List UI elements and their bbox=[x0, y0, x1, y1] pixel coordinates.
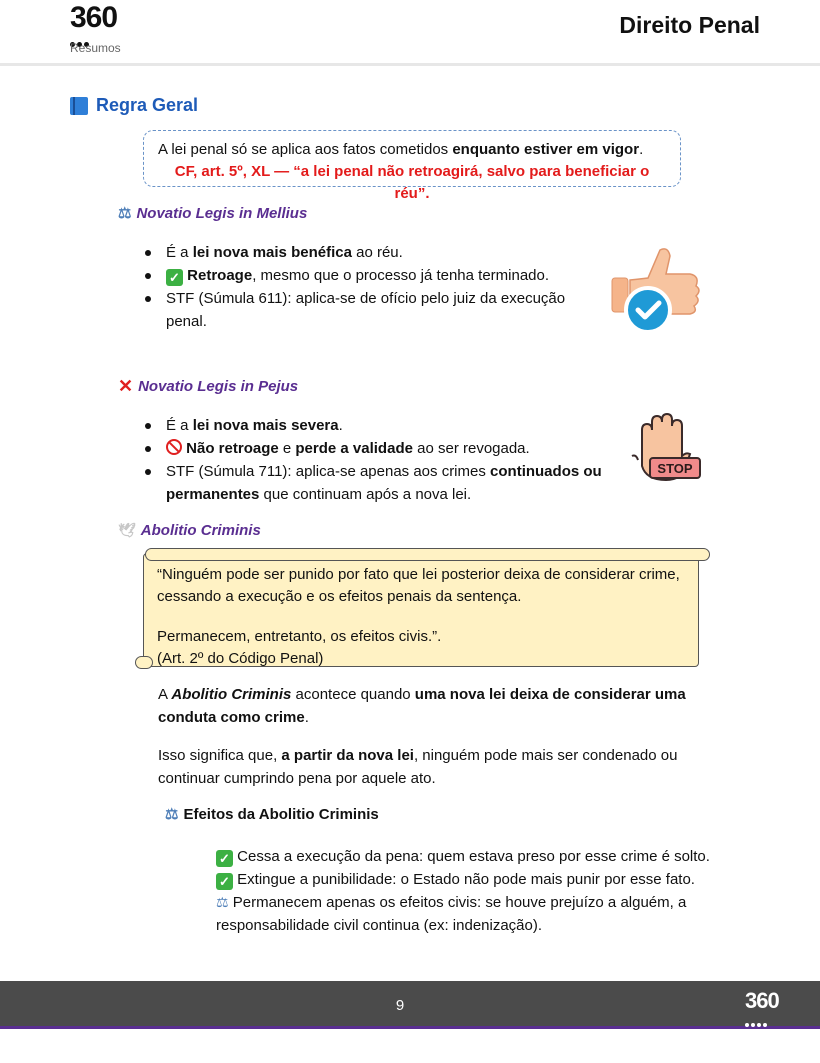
brand-logo bbox=[70, 2, 130, 56]
list-text: É a bbox=[166, 417, 193, 434]
scroll-roll-top bbox=[145, 548, 710, 561]
page-header bbox=[0, 0, 820, 66]
scale-icon: ⚖ bbox=[165, 806, 179, 823]
effects-title bbox=[165, 805, 379, 823]
list-item bbox=[145, 287, 575, 333]
rule-emphasis: enquanto estiver em vigor bbox=[452, 141, 640, 158]
list-item bbox=[145, 264, 575, 287]
list-emphasis: Não retroage bbox=[186, 440, 279, 457]
list-emphasis: continuados ou permanentes bbox=[166, 463, 602, 503]
list-text: ao réu. bbox=[351, 244, 403, 261]
list-item bbox=[145, 460, 605, 506]
para-text: acontece quando bbox=[291, 686, 415, 703]
rule-text: A lei penal só se aplica aos fatos cometidos bbox=[158, 141, 453, 158]
list-emphasis: lei nova mais benéfica bbox=[192, 244, 352, 261]
effect-text: Permanecem apenas os efeitos civis: se houve prejuízo a alguém, a responsabilidade civil continua (ex: indenização). bbox=[216, 894, 687, 934]
constitution-citation: CF, art. 5º, XL — “a lei penal não retroagirá, salvo para beneficiar o réu”. bbox=[174, 163, 650, 202]
effect-item bbox=[216, 845, 716, 868]
list-text: É a bbox=[166, 244, 193, 261]
page-number: 9 bbox=[395, 997, 405, 1014]
abolitio-title-text: Abolitio Criminis bbox=[140, 522, 261, 539]
section-title bbox=[70, 95, 198, 116]
document-title: Direito Penal bbox=[619, 12, 760, 38]
list-text: ao ser revogada. bbox=[412, 440, 530, 457]
list-item bbox=[145, 414, 605, 437]
list-item bbox=[145, 437, 605, 460]
pejus-title bbox=[118, 376, 298, 397]
rule-line-1 bbox=[156, 139, 668, 161]
check-mark-icon: ✓ bbox=[216, 873, 233, 890]
abolitio-paragraph-1 bbox=[158, 683, 718, 729]
logo-dots bbox=[70, 34, 96, 40]
scale-icon: ⚖ bbox=[118, 205, 132, 222]
no-entry-icon bbox=[166, 439, 182, 455]
quote-text bbox=[157, 564, 702, 670]
list-emphasis: Retroage bbox=[187, 267, 253, 284]
para-term: Abolitio Criminis bbox=[171, 686, 292, 703]
list-text: , mesmo que o processo já tenha terminado. bbox=[252, 267, 550, 284]
para-emphasis: uma nova lei deixa de considerar uma conduta como crime bbox=[158, 686, 686, 726]
effects-title-text: Efeitos da Abolitio Criminis bbox=[183, 805, 379, 823]
mellius-list bbox=[145, 241, 575, 333]
cross-mark-icon: ✕ bbox=[118, 376, 134, 396]
list-text: . bbox=[338, 417, 343, 434]
list-item bbox=[145, 241, 575, 264]
effect-text: Cessa a execução da pena: quem estava preso por esse crime é solto. bbox=[237, 848, 710, 865]
para-text: . bbox=[304, 709, 309, 726]
section-title-text: Regra Geral bbox=[96, 95, 199, 115]
rule-period: . bbox=[639, 141, 644, 158]
scale-icon: ⚖ bbox=[216, 894, 229, 910]
effects-list bbox=[216, 845, 716, 937]
quote-scroll bbox=[135, 547, 710, 672]
para-text: A bbox=[158, 686, 172, 703]
list-emphasis: perde a validade bbox=[295, 440, 413, 457]
footer-logo-dots bbox=[745, 1014, 769, 1032]
abolitio-title bbox=[118, 522, 261, 539]
mellius-title bbox=[118, 204, 307, 222]
pejus-list bbox=[145, 414, 605, 506]
footer-logo: 360 bbox=[745, 988, 779, 1013]
para-text: Isso significa que, bbox=[158, 747, 282, 764]
para-text: , ninguém pode mais ser condenado ou continuar cumprindo pena por aquele ato. bbox=[158, 747, 678, 787]
logo-subtitle: Resumos bbox=[70, 41, 121, 55]
effect-text: Extingue a punibilidade: o Estado não pode mais punir por esse fato. bbox=[237, 871, 695, 888]
abolitio-paragraph-2 bbox=[158, 744, 718, 790]
scroll-roll-bottom bbox=[135, 656, 153, 669]
check-mark-icon: ✓ bbox=[216, 850, 233, 867]
list-text: que continuam após a nova lei. bbox=[259, 486, 472, 503]
list-text: STF (Súmula 711): aplica-se apenas aos crimes bbox=[166, 463, 491, 480]
effect-item bbox=[216, 891, 716, 937]
list-text: e bbox=[278, 440, 296, 457]
pejus-title-text: Novatio Legis in Pejus bbox=[138, 378, 299, 395]
thumbs-up-icon bbox=[608, 240, 708, 340]
dove-icon: 🕊 bbox=[118, 522, 136, 538]
page-footer bbox=[0, 981, 820, 1029]
quote-paragraph: “Ninguém pode ser punido por fato que lei posterior deixa de considerar crime, cessando a execução e os efeitos penais da sentença. bbox=[157, 566, 680, 605]
effect-item bbox=[216, 868, 716, 891]
list-text: STF (Súmula 611): aplica-se de ofício pelo juiz da execução penal. bbox=[166, 290, 566, 330]
book-icon bbox=[70, 96, 90, 116]
mellius-title-text: Novatio Legis in Mellius bbox=[136, 204, 308, 222]
logo-number: 360 bbox=[70, 1, 118, 34]
quote-source: (Art. 2º do Código Penal) bbox=[157, 650, 324, 667]
list-emphasis: lei nova mais severa bbox=[192, 417, 339, 434]
stop-label: STOP bbox=[657, 461, 693, 476]
quote-paragraph: Permanecem, entretanto, os efeitos civis.”. bbox=[157, 628, 442, 645]
para-emphasis: a partir da nova lei bbox=[281, 747, 414, 764]
check-mark-icon: ✓ bbox=[166, 269, 183, 286]
rule-box bbox=[143, 130, 681, 202]
stop-hand-icon bbox=[628, 412, 703, 487]
